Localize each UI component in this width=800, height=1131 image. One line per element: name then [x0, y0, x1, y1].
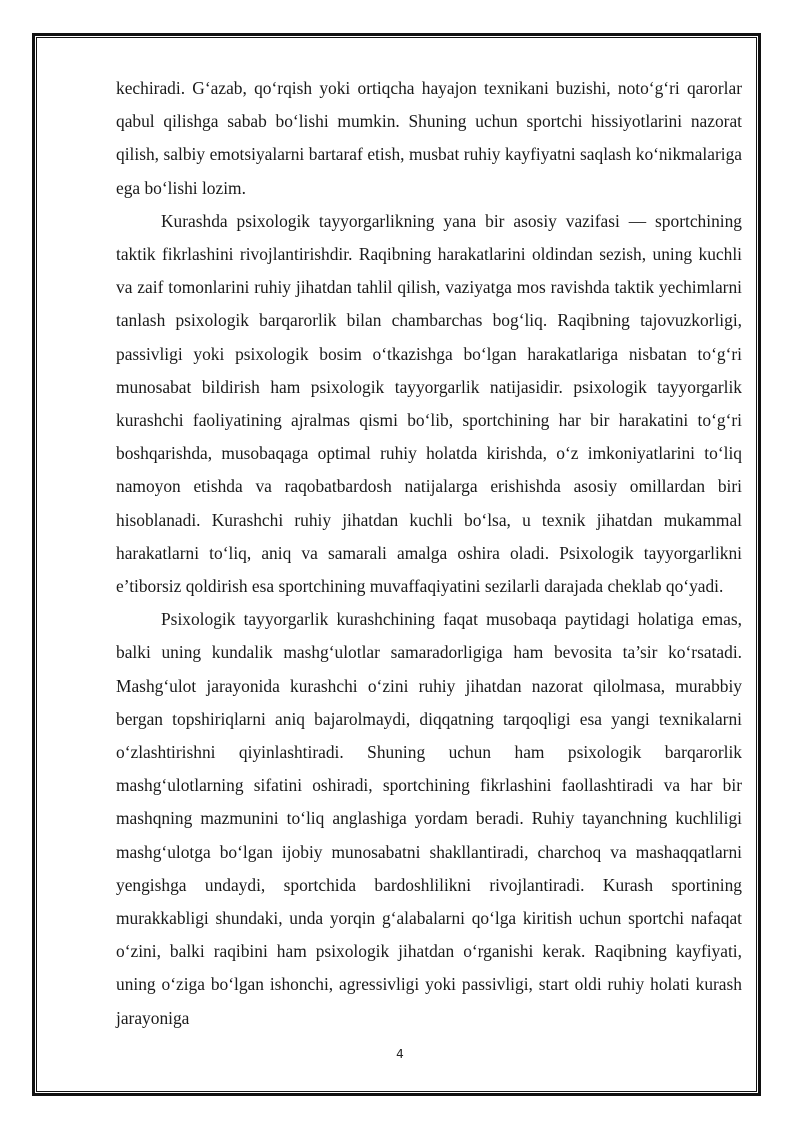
page-number: 4: [396, 1047, 404, 1061]
body-text: [116, 72, 742, 1035]
paragraph-tactical-thinking: Kurashda psixologik tayyorgarlikning yana bir asosiy vazifasi — sportchining taktik fikrlashini rivojlantirishdir. Raqibning harakatlarini oldindan sezish, uning kuchli va zaif tomonlarini ruhiy jihatdan tahlil qilish, vaziyatga mos ravishda taktik yechimlarni tanlash psixologik barqarorlik bilan chambarchas bog‘liq. Raqibning tajovuzkorligi, passivligi yoki psixologik bosim o‘tkazishga bo‘lgan harakatlariga nisbatan to‘g‘ri munosabat bildirish ham psixologik tayyorgarlik natijasidir. psixologik tayyorgarlik kurashchi faoliyatining ajralmas qismi bo‘lib, sportchining har bir harakatini to‘g‘ri boshqarishda, musobaqaga optimal ruhiy holatda kirishda, o‘z imkoniyatlarini to‘liq namoyon etishda va raqobatbardosh natijalarga erishishda asosiy omillardan biri hisoblanadi. Kurashchi ruhiy jihatdan kuchli bo‘lsa, u texnik jihatdan mukammal harakatlarni to‘liq, aniq va samarali amalga oshira oladi. Psixologik tayyorgarlikni e’tiborsiz qoldirish esa sportchining muvaffaqiyatini sezilarli darajada cheklab qo‘yadi.: [116, 210, 742, 597]
paragraph-continuation: kechiradi. G‘azab, qo‘rqish yoki ortiqcha hayajon texnikani buzishi, noto‘g‘ri qarorlar qabul qilishga sabab bo‘lishi mumkin. Shuning uchun sportchi hissiyotlarini nazorat qilish, salbiy emotsiyalarni bartaraf etish, musbat ruhiy kayfiyatni saqlash ko‘nikmalariga ega bo‘lishi lozim.: [116, 78, 742, 198]
paragraph-daily-training: Psixologik tayyorgarlik kurashchining faqat musobaqa paytidagi holatiga emas, balki uning kundalik mashg‘ulotlar samaradorligiga ham bevosita ta’sir ko‘rsatadi. Mashg‘ulot jarayonida kurashchi o‘zini ruhiy jihatdan nazorat qilolmasa, murabbiy bergan topshiriqlarni aniq bajarolmaydi, diqqatning tarqoqligi esa yangi texnikalarni o‘zlashtirishni qiyinlashtiradi. Shuning uchun ham psixologik barqarorlik mashg‘ulotlarning sifatini oshiradi, sportchining fikrlashini faollashtiradi va har bir mashqning mazmunini to‘liq anglashiga yordam beradi. Ruhiy tayanchning kuchliligi mashg‘ulotga bo‘lgan ijobiy munosabatni shakllantiradi, charchoq va mashaqqatlarni yengishga undaydi, sportchida bardoshlilikni rivojlantiradi. Kurash sportining murakkabligi shundaki, unda yorqin g‘alabalarni qo‘lga kiritish uchun sportchi nafaqat o‘zini, balki raqibini ham psixologik jihatdan o‘rganishi kerak. Raqibning kayfiyati, uning o‘ziga bo‘lgan ishonchi, agressivligi yoki passivligi, start oldi ruhiy holati kurash jarayoniga: [116, 609, 742, 1028]
